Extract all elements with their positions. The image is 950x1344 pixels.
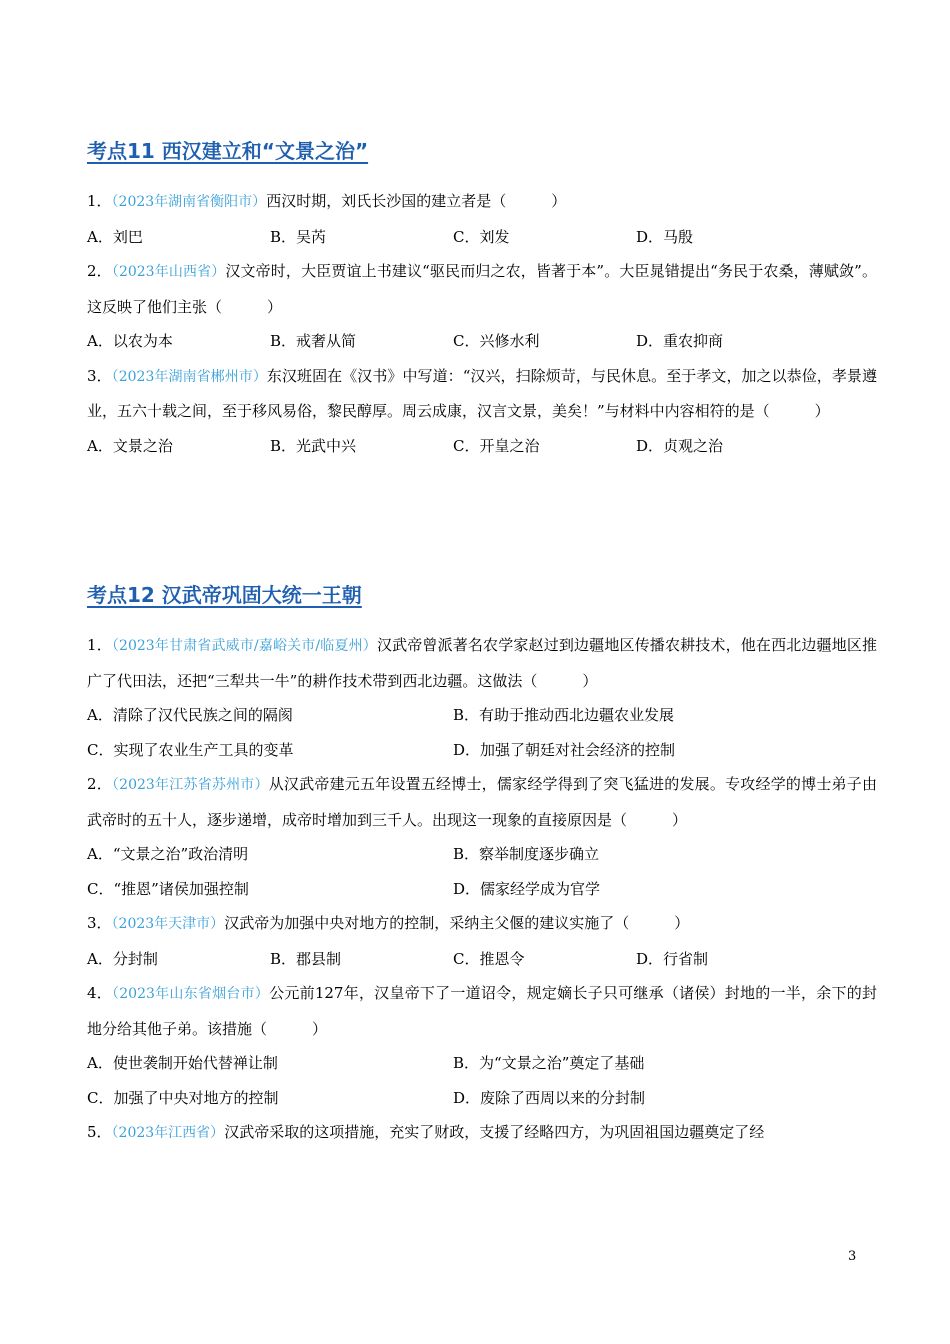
question-number: 3．	[87, 914, 112, 932]
options-grid	[87, 1046, 877, 1115]
question-stem	[87, 767, 877, 837]
question-stem	[87, 359, 877, 429]
question-number: 1．	[87, 636, 112, 654]
option-c: C．“推恩”诸侯加强控制	[87, 879, 249, 898]
question-text: 汉武帝采取的这项措施，充实了财政，支援了经略四方，为巩固祖国边疆奠定了经	[224, 1123, 765, 1141]
section-title: 考点11 西汉建立和“文景之治”	[87, 139, 369, 163]
question-1	[87, 628, 877, 767]
question-list	[87, 184, 877, 463]
option-d: D．重农抑商	[636, 332, 724, 350]
option-c: C．刘发	[453, 227, 510, 246]
question-text: 东汉班固在《汉书》中写道：“汉兴，扫除烦苛，与民休息。至于孝文，加之以恭俭，孝景遵业，五六十载之间，至于移风易俗，黎民醇厚。周云成康，汉言文景，美矣！”与材料中内容相符的是（ ）	[87, 366, 877, 420]
section-kaodian-11	[87, 136, 877, 463]
option-b: B．吴芮	[270, 227, 327, 246]
question-stem	[87, 906, 877, 942]
option-b: B．有助于推动西北边疆农业发展	[453, 706, 675, 724]
question-stem	[87, 184, 877, 220]
option-c: C．加强了中央对地方的控制	[87, 1088, 279, 1107]
option-a: A．以农为本	[87, 332, 173, 350]
option-b: B．察举制度逐步确立	[453, 845, 600, 863]
question-source: （2023年天津市）	[111, 916, 225, 932]
question-number: 2．	[87, 775, 112, 793]
question-source: （2023年甘肃省武威市/嘉峪关市/临夏州）	[111, 638, 377, 654]
question-number: 5．	[87, 1123, 112, 1141]
option-b: B．光武中兴	[270, 436, 357, 455]
question-stem	[87, 1115, 877, 1151]
question-text: 汉武帝为加强中央对地方的控制，采纳主父偃的建议实施了（ ）	[224, 914, 690, 932]
options-grid	[87, 698, 877, 767]
question-text: 汉文帝时，大臣贾谊上书建议“驱民而归之农，皆著于本”。大臣晁错提出“务民于农桑，薄赋敛”。这反映了他们主张（ ）	[87, 262, 877, 316]
page-number: 3	[848, 1249, 857, 1264]
question-3	[87, 906, 877, 976]
option-c: C．推恩令	[453, 949, 525, 968]
option-d: D．马殷	[636, 227, 694, 246]
options-row	[87, 429, 877, 464]
question-1	[87, 184, 877, 254]
question-number: 1．	[87, 192, 112, 210]
question-source: （2023年湖南省郴州市）	[111, 368, 267, 385]
question-2	[87, 254, 877, 359]
option-d: D．加强了朝廷对社会经济的控制	[453, 740, 676, 759]
question-text: 汉武帝曾派著名农学家赵过到边疆地区传播农耕技术，他在西北边疆地区推广了代田法，还把“三犁共一牛”的耕作技术带到西北边疆。这做法（ ）	[87, 636, 878, 690]
option-a: A．文景之治	[87, 436, 173, 455]
question-stem	[87, 628, 877, 698]
question-stem	[87, 976, 877, 1046]
options-row	[87, 220, 877, 255]
question-4	[87, 976, 877, 1115]
option-c: C．开皇之治	[453, 436, 540, 455]
option-d: D．行省制	[636, 949, 709, 968]
section-kaodian-12	[87, 580, 877, 1151]
question-3	[87, 359, 877, 464]
question-list	[87, 628, 877, 1151]
question-number: 4．	[87, 984, 113, 1002]
question-2	[87, 767, 877, 906]
question-source: （2023年江苏省苏州市）	[111, 777, 269, 793]
question-source: （2023年江西省）	[111, 1125, 225, 1141]
question-stem	[87, 254, 877, 324]
option-a: A．清除了汉代民族之间的隔阂	[87, 706, 293, 724]
question-source: （2023年湖南省衡阳市）	[111, 194, 267, 210]
options-grid	[87, 837, 877, 906]
option-a: A．使世袭制开始代替禅让制	[87, 1054, 278, 1072]
option-a: A．分封制	[87, 949, 158, 968]
option-b: B．戒奢从简	[270, 332, 357, 350]
question-text: 西汉时期，刘氏长沙国的建立者是（ ）	[266, 192, 567, 210]
options-row	[87, 324, 877, 359]
question-source: （2023年山东省烟台市）	[112, 986, 270, 1002]
option-b: B．为“文景之治”奠定了基础	[453, 1054, 645, 1072]
question-number: 3．	[87, 366, 112, 385]
option-c: C．兴修水利	[453, 332, 540, 350]
option-b: B．郡县制	[270, 949, 342, 968]
section-title: 考点12 汉武帝巩固大统一王朝	[87, 583, 362, 607]
option-d: D．贞观之治	[636, 436, 724, 455]
question-text: 从汉武帝建元五年设置五经博士，儒家经学得到了突飞猛进的发展。专攻经学的博士弟子由武帝时的五十人，逐步递增，成帝时增加到三千人。出现这一现象的直接原因是（ ）	[87, 775, 877, 829]
question-5	[87, 1115, 877, 1151]
option-a: A．刘巴	[87, 227, 143, 246]
option-d: D．儒家经学成为官学	[453, 879, 601, 898]
option-a: A．“文景之治”政治清明	[87, 845, 249, 863]
option-c: C．实现了农业生产工具的变革	[87, 740, 294, 759]
question-text: 公元前127年，汉皇帝下了一道诏令，规定嫡长子只可继承（诸侯）封地的一半，余下的封地分给其他子弟。该措施（ ）	[87, 984, 877, 1038]
question-number: 2．	[87, 262, 112, 280]
question-source: （2023年山西省）	[111, 264, 226, 280]
options-row	[87, 942, 877, 977]
option-d: D．废除了西周以来的分封制	[453, 1088, 646, 1107]
